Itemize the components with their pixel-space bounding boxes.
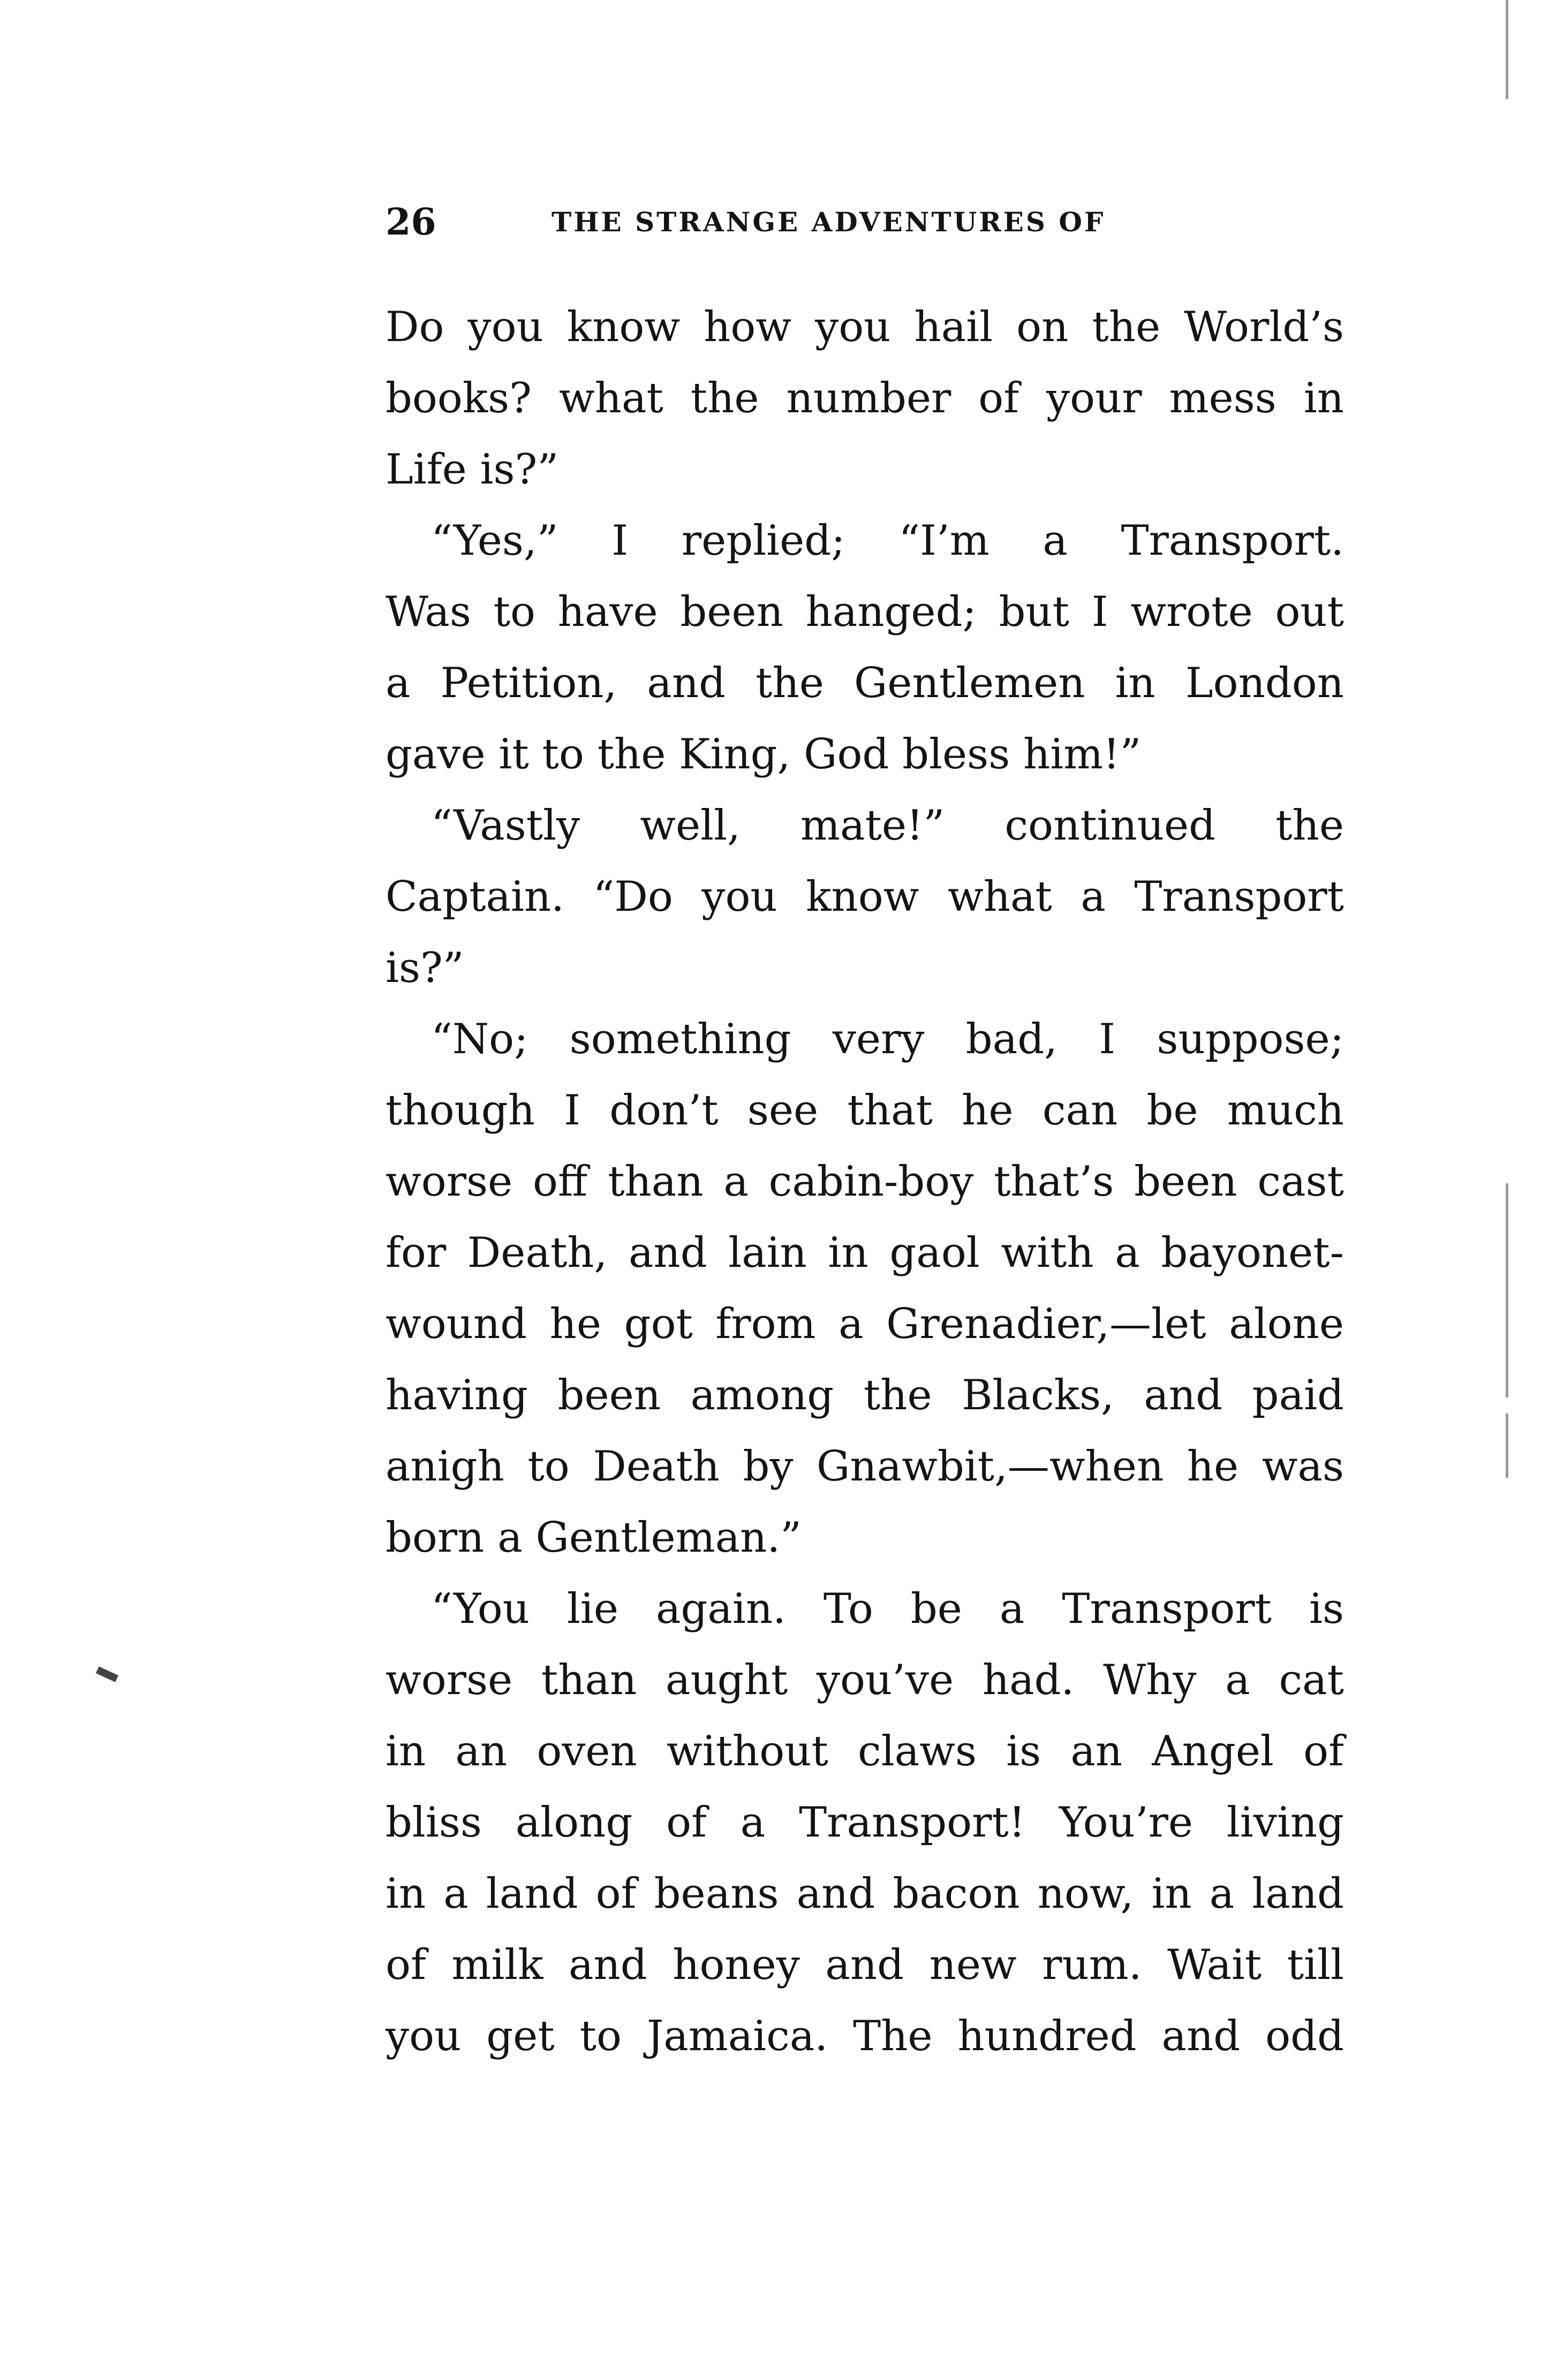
text-line: in a land of beans and bacon now, in a land [386, 1870, 1344, 1918]
text-line: is?” [386, 944, 464, 992]
text-line: bliss along of a Transport! You’re living [386, 1799, 1344, 1847]
text-line: having been among the Blacks, and paid [386, 1371, 1344, 1419]
scan-margin-rule [1506, 0, 1508, 99]
text-line: Do you know how you hail on the World’s [386, 303, 1344, 351]
text-line: Was to have been hanged; but I wrote out [386, 588, 1344, 636]
text-line: anigh to Death by Gnawbit,—when he was [386, 1442, 1344, 1491]
text-line: Life is?” [386, 445, 559, 494]
text-line: “Vastly well, mate!” continued the [431, 802, 1344, 850]
text-line: for Death, and lain in gaol with a bayonet- [386, 1229, 1344, 1277]
page-number: 26 [386, 201, 436, 244]
text-line: Captain. “Do you know what a Transport [386, 873, 1344, 921]
text-line: you get to Jamaica. The hundred and odd [386, 2012, 1344, 2060]
text-line: gave it to the King, God bless him!” [386, 730, 1142, 779]
text-line: books? what the number of your mess in [386, 374, 1344, 422]
text-line: in an oven without claws is an Angel of [386, 1727, 1344, 1775]
scan-margin-rule [1506, 1183, 1508, 1397]
text-line: of milk and honey and new rum. Wait till [386, 1941, 1344, 1989]
text-line: “Yes,” I replied; “I’m a Transport. [431, 517, 1344, 565]
scan-speck [96, 1666, 118, 1682]
page-header [386, 198, 1344, 246]
running-title: THE STRANGE ADVENTURES OF [552, 206, 1106, 238]
text-line: wound he got from a Grenadier,—let alone [386, 1300, 1344, 1348]
text-line: a Petition, and the Gentlemen in London [386, 659, 1344, 707]
text-line: worse than aught you’ve had. Why a cat [386, 1656, 1344, 1704]
text-line: worse off than a cabin-boy that’s been cast [386, 1158, 1344, 1206]
text-line: “No; something very bad, I suppose; [431, 1015, 1344, 1063]
text-line: born a Gentleman.” [386, 1514, 802, 1562]
body-text [386, 292, 1344, 2072]
text-line: “You lie again. To be a Transport is [431, 1585, 1344, 1633]
scan-margin-rule [1506, 1414, 1508, 1478]
text-line: though I don’t see that he can be much [386, 1086, 1344, 1135]
